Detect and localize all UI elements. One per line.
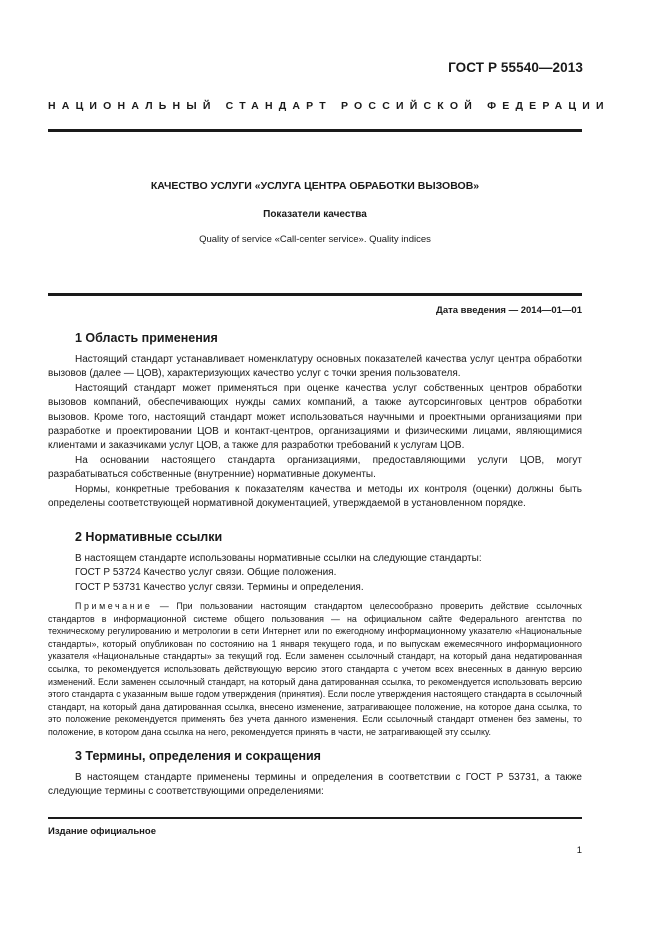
document-title-english: Quality of service «Call-center service». Quality indices — [199, 234, 431, 245]
section-terms-body — [48, 771, 582, 800]
paragraph: Нормы, конкретные требования к показателям качества и методы их контроля (оценки) должны быть определены соответствующей нормативной документацией, утверждаемой в установленном порядке. — [48, 483, 582, 510]
paragraph: Настоящий стандарт устанавливает номенклатуру основных показателей качества услуг центра обработки вызовов (далее — ЦОВ), характеризующих качество услуг с точки зрения пользователя. — [48, 354, 582, 380]
paragraph: В настоящем стандарте применены термины и определения в соответствии с ГОСТ Р 53731, а также следующие термины с соответствующими определениями: — [48, 772, 582, 798]
header-divider — [48, 129, 582, 132]
section-heading-normative-references: 2 Нормативные ссылки — [75, 530, 223, 544]
section-references-body — [48, 552, 582, 595]
edition-label: Издание официальное — [48, 826, 156, 837]
footer-divider — [48, 817, 582, 819]
introduction-date: Дата введения — 2014—01—01 — [436, 305, 582, 316]
paragraph: В настоящем стандарте использованы нормативные ссылки на следующие стандарты: — [75, 553, 482, 564]
title-divider — [48, 293, 582, 296]
section-heading-terms: 3 Термины, определения и сокращения — [75, 749, 321, 763]
section-heading-scope: 1 Область применения — [75, 331, 218, 345]
page-number: 1 — [576, 845, 582, 856]
document-title: КАЧЕСТВО УСЛУГИ «УСЛУГА ЦЕНТРА ОБРАБОТКИ ВЫЗОВОВ» — [150, 180, 480, 192]
references-note — [48, 600, 582, 739]
national-standard-banner: НАЦИОНАЛЬНЫЙ СТАНДАРТ РОССИЙСКОЙ ФЕДЕРАЦИИ — [48, 100, 610, 112]
note-text: — При пользовании настоящим стандартом целесообразно проверить действие ссылочных стандартов в информационной системе общего пользования — на официальном сайте Федерального агентства по техническому регулированию и метрологии в сети Интернет или по ежегодному информационному указателю «Национальные стандарты», который опубликован по состоянию на 1 января текущего года, и по выпускам ежемесячного информационного указателя «Национальные стандарты» за текущий год. Если заменен ссылочный стандарт, на который дана недатированная ссылка, то рекомендуется использовать действующую версию этого стандарта с учетом всех внесенных в данную версию изменений. Если заменен ссылочный стандарт, на который дана датированная ссылка, то рекомендуется использовать версию этого стандарта с указанным выше годом утверждения (принятия). Если после утверждения настоящего стандарта в ссылочный стандарт, на который дана датированная ссылка, внесено изменение, затрагивающее положение, на которое дана ссылка, то это положение рекомендуется применять без учета данного изменения. Если ссылочный стандарт отменен без замены, то положение, в котором дана ссылка на него, рекомендуется принять в части, не затрагивающей эту ссылку. — [48, 601, 582, 737]
reference-item: ГОСТ Р 53731 Качество услуг связи. Термины и определения. — [75, 581, 364, 593]
paragraph: На основании настоящего стандарта организациями, предоставляющими услуги ЦОВ, могут разрабатываться собственные (внутренние) нормативные документы. — [48, 454, 582, 481]
note-label: Примечание — [75, 601, 153, 611]
section-scope-body — [48, 353, 582, 511]
paragraph: Настоящий стандарт может применяться при оценке качества услуг собственных центров обработки вызовов компаний, обеспечивающих нужды самих компаний, а также аутсорсинговых центров обработки вызовов. Кроме того, настоящий стандарт может использоваться научными и проектными организациями при разработке и проектировании ЦОВ и контакт-центров, организациями и физическими лицами, являющимися клиентами и заказчиками услуг ЦОВ, а также для разработки требований к услугам ЦОВ. — [48, 382, 582, 452]
document-subtitle: Показатели качества — [263, 209, 367, 220]
standard-number: ГОСТ Р 55540—2013 — [448, 60, 583, 75]
reference-item: ГОСТ Р 53724 Качество услуг связи. Общие положения. — [75, 567, 337, 579]
